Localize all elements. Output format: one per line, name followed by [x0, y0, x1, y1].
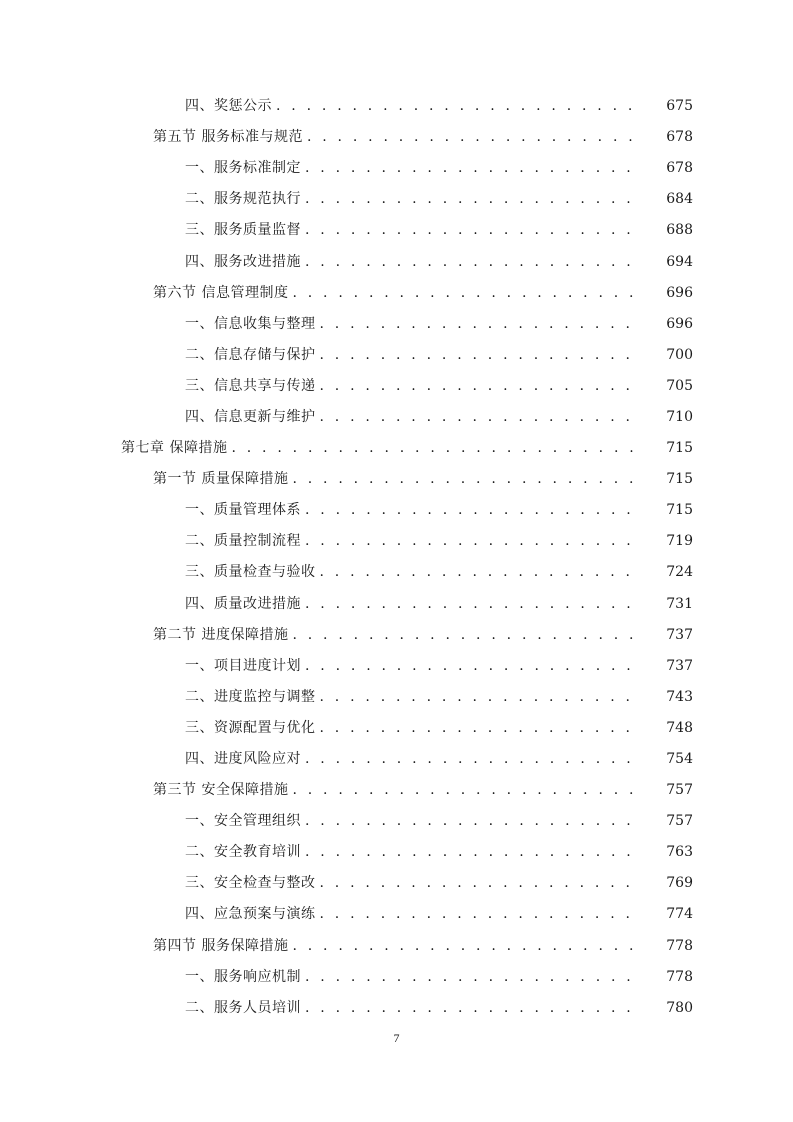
toc-entry-page: 754 — [666, 751, 693, 768]
toc-dot-leader — [292, 278, 641, 309]
toc-dot-leader — [307, 122, 641, 153]
toc-entry[interactable] — [0, 246, 793, 277]
toc-entry[interactable] — [0, 713, 793, 744]
toc-entry-label: 一、安全管理组织 — [185, 813, 301, 830]
toc-entry-label: 一、服务标准制定 — [185, 160, 301, 177]
toc-entry-page: 715 — [666, 502, 693, 519]
toc-entry-label: 二、安全教育培训 — [185, 844, 301, 861]
toc-entry-label: 三、安全检查与整改 — [185, 875, 316, 892]
toc-entry-page: 763 — [666, 844, 693, 861]
toc-entry-page: 778 — [666, 968, 693, 985]
toc-entry[interactable] — [0, 744, 793, 775]
toc-entry-label: 四、质量改进措施 — [185, 595, 301, 612]
toc-entry-page: 705 — [666, 377, 693, 394]
page-number: 7 — [393, 1031, 400, 1045]
toc-entry-label: 二、服务规范执行 — [185, 191, 301, 208]
toc-entry-page: 700 — [666, 346, 693, 363]
toc-entry[interactable] — [0, 153, 793, 184]
toc-entry-label: 三、资源配置与优化 — [185, 719, 316, 736]
toc-entry-label: 第五节 服务标准与规范 — [153, 129, 303, 146]
toc-entry-page: 688 — [666, 222, 693, 239]
toc-entry[interactable] — [0, 620, 793, 651]
toc-entry[interactable] — [0, 309, 793, 340]
toc-dot-leader — [292, 620, 641, 651]
toc-entry-label: 第六节 信息管理制度 — [153, 284, 289, 301]
toc-dot-leader — [231, 433, 641, 464]
toc-entry[interactable] — [0, 899, 793, 930]
toc-dot-leader — [305, 215, 641, 246]
toc-dot-leader — [305, 806, 641, 837]
toc-dot-leader — [305, 589, 641, 620]
toc-entry-label: 四、信息更新与维护 — [185, 408, 316, 425]
toc-entry-page: 743 — [666, 688, 693, 705]
toc-dot-leader — [292, 775, 641, 806]
toc-entry-label: 四、应急预案与演练 — [185, 906, 316, 923]
toc-entry-label: 二、质量控制流程 — [185, 533, 301, 550]
toc-entry[interactable] — [0, 464, 793, 495]
toc-entry-label: 第七章 保障措施 — [121, 440, 228, 457]
toc-entry-page: 774 — [666, 906, 693, 923]
toc-dot-leader — [320, 713, 642, 744]
toc-dot-leader — [305, 526, 641, 557]
toc-entry[interactable] — [0, 433, 793, 464]
toc-dot-leader — [320, 557, 642, 588]
toc-dot-leader — [305, 837, 641, 868]
toc-entry[interactable] — [0, 340, 793, 371]
toc-entry-label: 二、进度监控与调整 — [185, 688, 316, 705]
toc-entry[interactable] — [0, 184, 793, 215]
toc-entry-page: 696 — [666, 284, 693, 301]
toc-entry-page: 678 — [666, 129, 693, 146]
toc-entry[interactable] — [0, 868, 793, 899]
toc-entry-label: 第三节 安全保障措施 — [153, 782, 289, 799]
toc-entry-label: 第四节 服务保障措施 — [153, 937, 289, 954]
toc-entry[interactable] — [0, 682, 793, 713]
toc-entry[interactable] — [0, 526, 793, 557]
toc-entry-label: 二、信息存储与保护 — [185, 346, 316, 363]
toc-entry-page: 715 — [666, 440, 693, 457]
toc-entry-label: 一、质量管理体系 — [185, 502, 301, 519]
toc-dot-leader — [320, 371, 642, 402]
toc-entry[interactable] — [0, 371, 793, 402]
toc-entry-page: 694 — [666, 253, 693, 270]
toc-entry[interactable] — [0, 962, 793, 993]
toc-entry-label: 四、奖惩公示 — [185, 98, 272, 115]
toc-entry-label: 三、服务质量监督 — [185, 222, 301, 239]
toc-entry-page: 778 — [666, 937, 693, 954]
toc-entry[interactable] — [0, 402, 793, 433]
toc-entry[interactable] — [0, 122, 793, 153]
toc-entry[interactable] — [0, 278, 793, 309]
toc-entry[interactable] — [0, 837, 793, 868]
toc-entry[interactable] — [0, 993, 793, 1024]
toc-entry-page: 719 — [666, 533, 693, 550]
toc-dot-leader — [292, 931, 641, 962]
toc-dot-leader — [320, 402, 642, 433]
toc-entry[interactable] — [0, 215, 793, 246]
toc-entry-label: 一、信息收集与整理 — [185, 315, 316, 332]
toc-entry-page: 731 — [666, 595, 693, 612]
toc-entry-page: 696 — [666, 315, 693, 332]
toc-entry-label: 二、服务人员培训 — [185, 999, 301, 1016]
toc-entry[interactable] — [0, 495, 793, 526]
toc-dot-leader — [320, 899, 642, 930]
toc-entry-page: 715 — [666, 471, 693, 488]
toc-dot-leader — [292, 464, 641, 495]
toc-entry-page: 684 — [666, 191, 693, 208]
toc-dot-leader — [305, 153, 641, 184]
toc-entry-label: 第二节 进度保障措施 — [153, 626, 289, 643]
toc-entry-page: 710 — [666, 408, 693, 425]
toc-entry-page: 675 — [666, 98, 693, 115]
toc-entry[interactable] — [0, 931, 793, 962]
toc-entry-label: 一、服务响应机制 — [185, 968, 301, 985]
toc-entry-label: 四、进度风险应对 — [185, 751, 301, 768]
toc-entry[interactable] — [0, 775, 793, 806]
toc-entry-page: 678 — [666, 160, 693, 177]
toc-entry[interactable] — [0, 589, 793, 620]
toc-entry-page: 757 — [666, 782, 693, 799]
toc-entry-page: 780 — [666, 999, 693, 1016]
toc-dot-leader — [276, 91, 641, 122]
toc-entry-page: 737 — [666, 626, 693, 643]
toc-dot-leader — [305, 247, 641, 278]
toc-entry-label: 三、质量检查与验收 — [185, 564, 316, 581]
toc-entry-page: 757 — [666, 813, 693, 830]
toc-entry-label: 一、项目进度计划 — [185, 657, 301, 674]
toc-dot-leader — [305, 184, 641, 215]
toc-entry-page: 769 — [666, 875, 693, 892]
toc-dot-leader — [320, 682, 642, 713]
toc-entry[interactable] — [0, 806, 793, 837]
toc-dot-leader — [305, 993, 641, 1024]
toc-dot-leader — [320, 340, 642, 371]
table-of-contents — [0, 91, 793, 1024]
toc-entry-label: 三、信息共享与传递 — [185, 377, 316, 394]
toc-dot-leader — [305, 495, 641, 526]
toc-entry-label: 四、服务改进措施 — [185, 253, 301, 270]
toc-entry[interactable] — [0, 557, 793, 588]
toc-dot-leader — [305, 744, 641, 775]
toc-dot-leader — [305, 962, 641, 993]
toc-entry-page: 724 — [666, 564, 693, 581]
toc-entry-page: 737 — [666, 657, 693, 674]
toc-entry[interactable] — [0, 91, 793, 122]
toc-dot-leader — [305, 651, 641, 682]
toc-dot-leader — [320, 309, 642, 340]
toc-dot-leader — [320, 868, 642, 899]
toc-entry[interactable] — [0, 651, 793, 682]
toc-entry-page: 748 — [666, 719, 693, 736]
toc-entry-label: 第一节 质量保障措施 — [153, 471, 289, 488]
